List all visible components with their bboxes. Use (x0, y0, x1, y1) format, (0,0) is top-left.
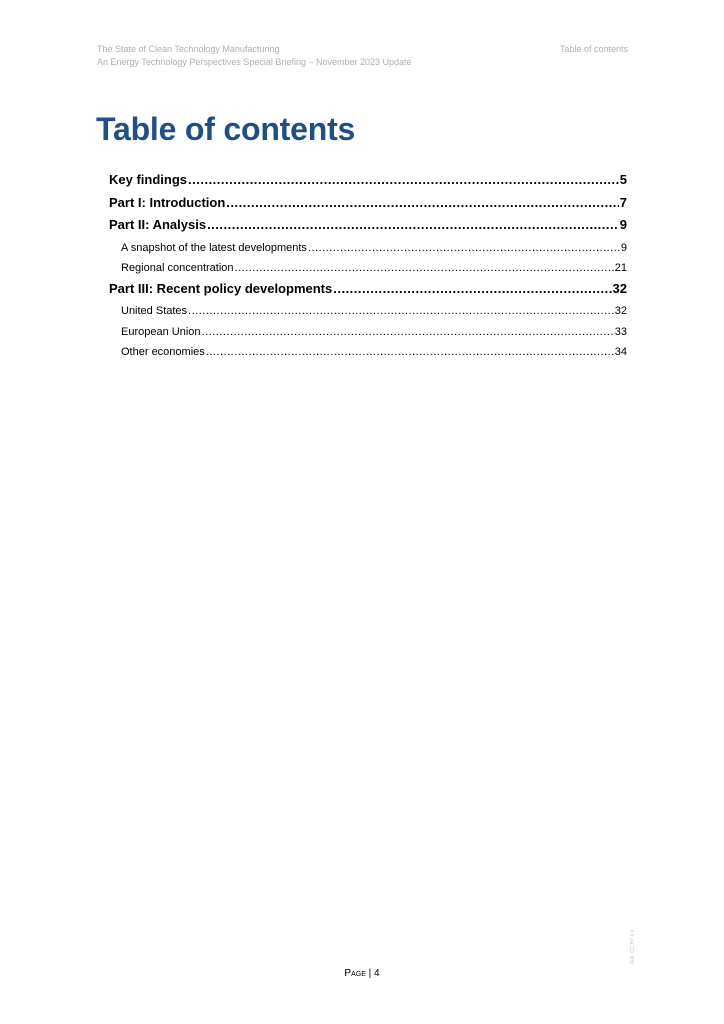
toc-leader-dots (207, 215, 619, 235)
toc-page-number: 32 (612, 280, 627, 296)
page-footer (0, 968, 724, 979)
toc-page-number: 33 (614, 325, 627, 338)
page-number: 4 (374, 968, 380, 979)
section-header: Table of contents (559, 44, 628, 54)
toc-entry-united-states[interactable] (109, 301, 627, 322)
toc-entry-part-1[interactable] (109, 193, 627, 216)
toc-page-number: 9 (620, 241, 627, 254)
toc-entry-part-3[interactable] (109, 279, 627, 302)
running-header (97, 43, 412, 69)
toc-entry-label: Key findings (109, 172, 188, 187)
toc-leader-dots (202, 322, 614, 342)
toc-page-number: 32 (614, 305, 627, 317)
toc-entry-label: Regional concentration (121, 262, 234, 274)
page-separator: | (365, 968, 375, 979)
toc-entry-regional-concentration[interactable] (109, 258, 627, 279)
license-note: IEA. CC BY 4.0. (630, 928, 636, 964)
toc-page-number: 9 (619, 217, 627, 232)
toc-entry-part-2[interactable] (109, 215, 627, 238)
toc-entry-label: Part III: Recent policy developments (109, 280, 333, 296)
toc-leader-dots (188, 170, 619, 190)
document-subtitle: An Energy Technology Perspectives Special Briefing – November 2023 Update (97, 57, 412, 67)
toc-entry-key-findings[interactable] (109, 170, 627, 193)
page-title: Table of contents (96, 111, 356, 147)
document-title: The State of Clean Technology Manufacturing (97, 44, 280, 54)
toc-entry-label: Part II: Analysis (109, 217, 207, 232)
toc-entry-label: Other economies (121, 346, 205, 358)
toc-leader-dots (308, 238, 620, 258)
toc-entry-other-economies[interactable] (109, 342, 627, 363)
toc-entry-snapshot[interactable] (109, 238, 627, 259)
toc-leader-dots (226, 193, 618, 213)
toc-leader-dots (206, 342, 614, 362)
toc-leader-dots (188, 301, 614, 321)
toc-page-number: 7 (619, 194, 627, 210)
toc-leader-dots (333, 279, 611, 299)
toc-entry-european-union[interactable] (109, 322, 627, 343)
toc-page-number: 5 (619, 172, 627, 187)
toc-entry-label: A snapshot of the latest developments (121, 241, 307, 254)
toc-entry-label: Part I: Introduction (109, 194, 226, 210)
toc-leader-dots (235, 258, 614, 278)
toc-entry-label: European Union (121, 325, 201, 338)
toc-page-number: 34 (614, 346, 627, 358)
toc-page-number: 21 (614, 262, 627, 274)
page-word: Page (344, 968, 366, 979)
toc-entry-label: United States (121, 305, 188, 317)
table-of-contents (109, 170, 627, 363)
